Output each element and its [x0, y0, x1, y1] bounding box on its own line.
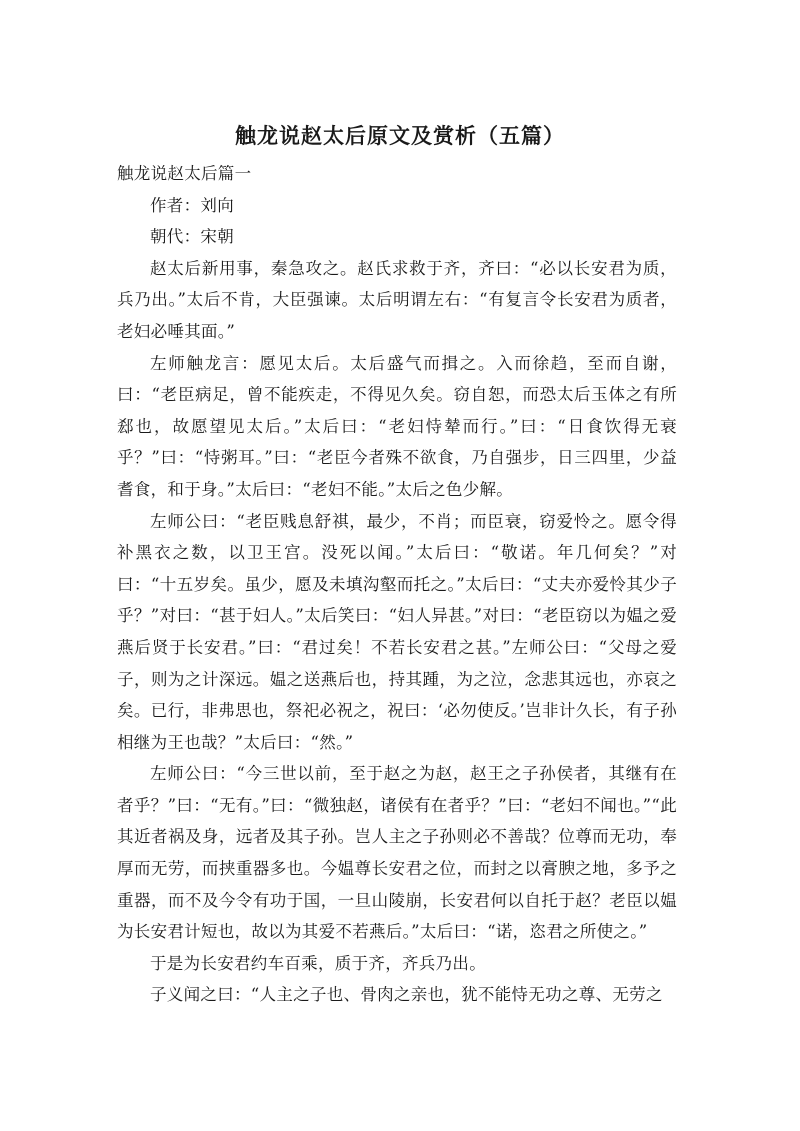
body-paragraph: 于是为长安君约车百乘，质于齐，齐兵乃出。 — [150, 953, 486, 973]
body-paragraph: 左师公曰：“今三世以前，至于赵之为赵，赵王之子孙侯者，其继有在者乎？”曰：“无有。”曰：“微独赵，诸侯有在者乎？”曰：“老妇不闻也。”“此其近者祸及身，远者及其子孙。岂人主之子孙则必不善哉？位尊而无功，奉厚而无劳，而挟重器多也。今媪尊长安君之位，而封之以膏腴之地，多予之重器，而不及今令有功于国，一旦山陵崩，长安君何以自托于赵？老臣以媪为长安君计短也，故以为其爱不若燕后。”太后曰：“诺，恣君之所使之。” — [117, 764, 677, 942]
document-body — [117, 158, 677, 1011]
section-heading: 触龙说赵太后篇一 — [117, 164, 252, 183]
document-title: 触龙说赵太后原文及赏析（五篇） — [235, 124, 565, 148]
author-line: 作者：刘向 — [150, 195, 234, 215]
body-paragraph: 左师触龙言：愿见太后。太后盛气而揖之。入而徐趋，至而自谢，曰：“老臣病足，曾不能疾走，不得见久矣。窃自恕，而恐太后玉体之有所郄也，故愿望见太后。”太后曰：“老妇恃辇而行。”曰：“日食饮得无衰乎？”曰：“恃粥耳。”曰：“老臣今者殊不欲食，乃自强步，日三四里，少益耆食，和于身。”太后曰：“老妇不能。”太后之色少解。 — [117, 353, 677, 499]
dynasty-line: 朝代：宋朝 — [150, 227, 234, 247]
body-paragraph: 子义闻之曰：“人主之子也、骨肉之亲也，犹不能恃无功之尊、无劳之 — [150, 985, 663, 1005]
body-paragraph: 左师公曰：“老臣贱息舒祺，最少，不肖；而臣衰，窃爱怜之。愿令得补黑衣之数，以卫王宫。没死以闻。”太后曰：“敬诺。年几何矣？”对曰：“十五岁矣。虽少，愿及未填沟壑而托之。”太后曰：“丈夫亦爱怜其少子乎？”对曰：“甚于妇人。”太后笑曰：“妇人异甚。”对曰：“老臣窃以为媪之爱燕后贤于长安君。”曰：“君过矣！不若长安君之甚。”左师公曰：“父母之爱子，则为之计深远。媪之送燕后也，持其踵，为之泣，念悲其远也，亦哀之矣。已行，非弗思也，祭祀必祝之，祝曰：‘必勿使反。’岂非计久长，有子孙相继为王也哉？”太后曰：“然。” — [117, 511, 677, 752]
body-paragraph: 赵太后新用事，秦急攻之。赵氏求救于齐，齐曰：“必以长安君为质，兵乃出。”太后不肯，大臣强谏。太后明谓左右：“有复言令长安君为质者，老妇必唾其面。” — [117, 258, 677, 341]
